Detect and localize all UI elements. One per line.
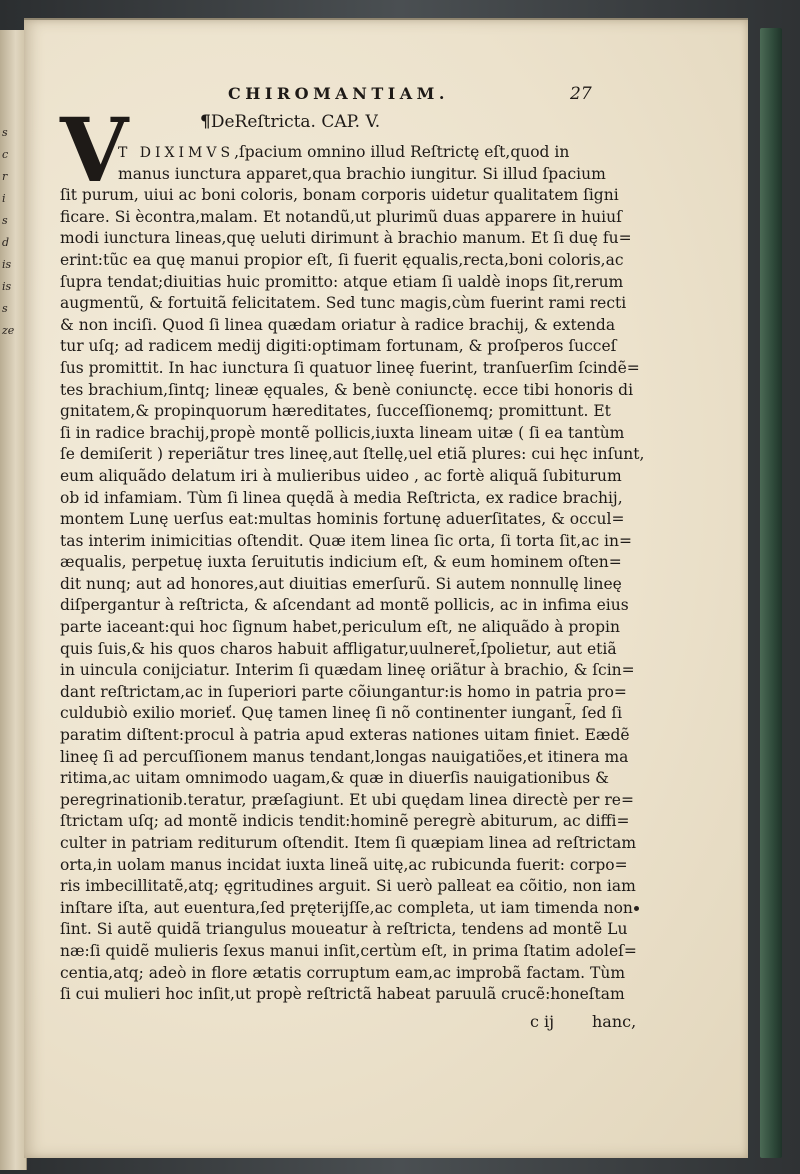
- text-line: modi iunctura lineas,quę ueluti dirimunt à brachio manum. Et ſi duę fu=: [60, 229, 632, 248]
- ink-spot: [634, 906, 639, 911]
- book-cover-edge: [760, 28, 782, 1158]
- text-line: ris imbecillitatẽ,atq; ęgritudines arguit. Si uerò palleat ea cõitio, non iam: [60, 877, 636, 896]
- text-line: ſi cui mulieri hoc inſit,ut propè reſtrictã habeat paruulã crucẽ:honeſtam: [60, 985, 625, 1004]
- drop-cap: V: [60, 98, 129, 202]
- chapter-heading: [200, 112, 380, 132]
- text-line: ficare. Si ècontra,malam. Et notandũ,ut plurimũ duas apparere in huiuſ: [60, 207, 622, 226]
- text-line: ſit purum, uiui ac boni coloris, bonam corporis uidetur qualitatem ſigni: [60, 186, 619, 205]
- text-line: ſint. Si autẽ quidã triangulus moueatur à reſtricta, tendens ad montẽ Lu: [60, 920, 628, 939]
- margin-fragment: ze: [2, 324, 15, 337]
- margin-fragment: s: [2, 302, 8, 315]
- text-line: tes brachium,ſintq; lineæ ęquales, & benè coniunctę. ecce tibi honoris di: [60, 380, 634, 399]
- text-line: paratim diſtent:procul à patria apud exteras nationes uitam finiet. Eædẽ: [60, 726, 630, 745]
- margin-fragment: d: [2, 236, 10, 249]
- text-line: dit nunq; aut ad honores,aut diuitias emerſurũ. Si autem nonnullę lineę: [60, 574, 622, 593]
- text-line: ob id infamiam. Tùm ſi linea quędã à media Reſtricta, ex radice brachij,: [60, 488, 623, 507]
- text-line: gnitatem,& propinquorum hæreditates, ſucceſſionemq; promittunt. Et: [60, 402, 611, 421]
- text-line: dant reſtrictam,ac in ſuperiori parte cõiungantur:is homo in patria pro=: [60, 682, 627, 701]
- text-line: [60, 142, 660, 164]
- previous-page-edge: [0, 30, 27, 1170]
- body-text: [60, 142, 660, 1006]
- text-line: erint:tũc ea quę manui propior eſt, ſi fuerit ęqualis,recta,boni coloris,ac: [60, 250, 624, 269]
- text-line: næ:ſi quidẽ mulieris ſexus manui inſit,certùm eſt, in prima ſtatim adoleſ=: [60, 941, 637, 960]
- pilcrow-icon: ¶: [200, 112, 211, 132]
- text-line: ſus promittit. In hac iunctura ſi quatuor lineę fuerint, tranſuerſim ſcindẽ=: [60, 358, 640, 377]
- text-line: peregrinationib.teratur, præſagiunt. Et ubi quędam linea directè per re=: [60, 790, 634, 809]
- catchword: hanc,: [592, 1012, 637, 1031]
- text-line: inſtare iſta, aut euentura,ſed pręterijſſe,ac completa, ut iam timenda non: [60, 898, 633, 917]
- text-line: tur uſq; ad radicem medij digiti:optimam fortunam, & proſperos ſucceſ: [60, 337, 617, 356]
- text-line: manus iunctura apparet,qua brachio iungitur. Si illud ſpacium: [118, 164, 606, 183]
- chapter-title: DeReſtricta. CAP. V.: [210, 112, 381, 132]
- text-line: orta,in uolam manus incidat iuxta lineã uitę,ac rubicunda fuerit: corpo=: [60, 855, 628, 874]
- margin-fragment: i: [2, 192, 6, 205]
- text-line: quis ſuis,& his quos charos habuit affligatur,uulneret̃,ſpolietur, aut etiã: [60, 639, 617, 658]
- margin-fragment: is: [2, 258, 12, 271]
- text-line: augmentũ, & fortuitã felicitatem. Sed tunc magis,cùm fuerint rami recti: [60, 294, 627, 313]
- running-title: CHIROMANTIAM.: [228, 84, 449, 103]
- signature-mark: c ij: [530, 1012, 555, 1031]
- margin-fragment: s: [2, 126, 8, 139]
- text-line: æqualis, perpetuę iuxta ſeruitutis indicium eſt, & eum hominem oſten=: [60, 553, 622, 572]
- text-line: culter in patriam rediturum oſtendit. Item ſi quæpiam linea ad reſtrictam: [60, 834, 637, 852]
- text-line: tas interim inimicitias oſtendit. Quæ item linea ſic orta, ſi torta ſit,ac in=: [60, 531, 632, 550]
- margin-fragment: r: [2, 170, 8, 183]
- page-footer: [60, 1012, 660, 1034]
- text-line: parte iaceant:qui hoc ſignum habet,periculum eſt, ne aliquãdo à propin: [60, 618, 620, 637]
- text-line: ritima,ac uitam omnimodo uagam,& quæ in diuerſis nauigationibus &: [60, 769, 609, 788]
- text-line: & non inciſi. Quod ſi linea quædam oriatur à radice brachij, & extenda: [60, 315, 616, 334]
- margin-fragment: s: [2, 214, 8, 227]
- text-line: ſupra tendat;diuitias huic promitto: atque etiam ſi ualdè inops ſit,rerum: [60, 272, 624, 291]
- text-line: ſi in radice brachij,propè montẽ pollicis,iuxta lineam uitæ ( ſi ea tantùm: [60, 423, 625, 442]
- book-page: [24, 18, 748, 1158]
- running-head: [60, 84, 660, 106]
- text-line: in uincula conijciatur. Interim ſi quædam lineę oriãtur à brachio, & ſcin=: [60, 661, 635, 680]
- text-line: centia,atq; adeò in flore ætatis corruptum eam,ac improbã factam. Tùm: [60, 963, 626, 982]
- page-number: 27: [570, 84, 592, 104]
- first-line-rest: ,ſpacium omnino illud Reſtrictę eſt,quod in: [234, 143, 570, 161]
- margin-fragment: is: [2, 280, 12, 293]
- first-words: T DIXIMVS: [118, 145, 235, 161]
- text-line: montem Lunę uerſus eat:multas hominis fortunę aduerſitates, & occul=: [60, 510, 625, 529]
- text-line: eum aliquãdo delatum iri à mulieribus uideo , ac fortè aliquã ſubiturum: [60, 466, 622, 485]
- text-line: ſtrictam uſq; ad montẽ indicis tendit:hominẽ peregrè abiturum, ac diffi=: [60, 812, 630, 831]
- text-line: diſpergantur à reſtricta, & aſcendant ad montẽ pollicis, ac in infima eius: [60, 596, 629, 615]
- text-line: lineę ſi ad percuſſionem manus tendant,longas nauigatiões,et itinera ma: [60, 747, 629, 766]
- text-line: ſe demiſerit ) reperiãtur tres lineę,aut ſtellę,uel etiã plures: cui hęc inſunt,: [60, 445, 645, 464]
- text-line: culdubiò exilio morieť. Quę tamen lineę ſi nõ continenter iungant̃, ſed ſi: [60, 704, 623, 723]
- margin-fragment: c: [2, 148, 9, 161]
